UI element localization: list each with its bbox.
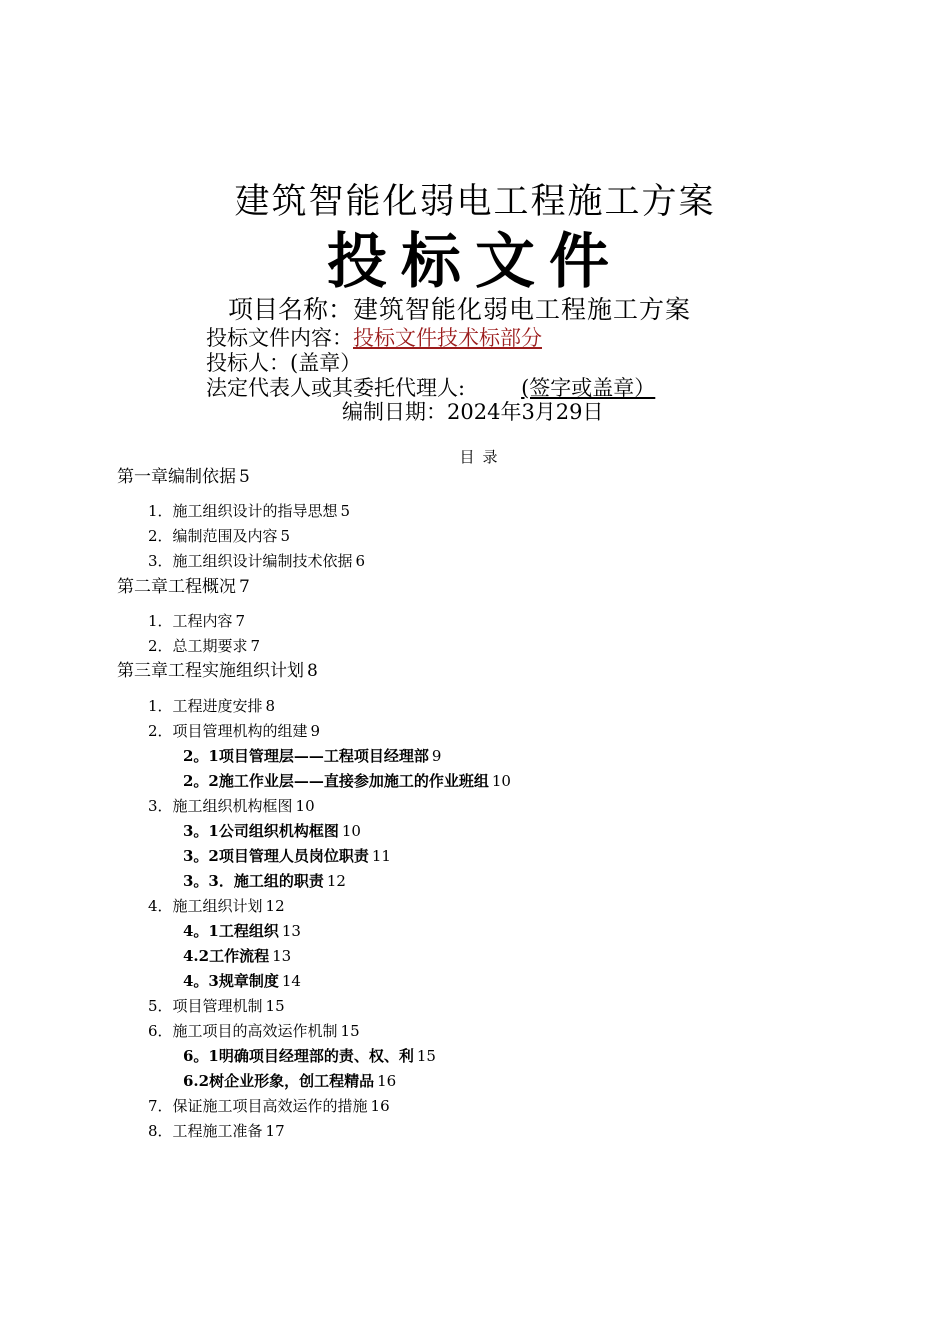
toc-entry-level-3[interactable] (183, 770, 511, 792)
toc-entry-page-number: 11 (371, 847, 391, 865)
toc-entry-level-3[interactable] (183, 845, 391, 867)
toc-entry-page-number: 12 (326, 872, 346, 890)
toc-entry-level-2[interactable] (148, 695, 275, 717)
toc-entry-level-3[interactable] (183, 1070, 396, 1092)
toc-entry-level-2[interactable] (148, 1095, 390, 1117)
toc-entry-text: 4。3规章制度 (183, 972, 279, 990)
toc-entry-page-number: 7 (250, 637, 261, 655)
toc-entry-page-number: 5 (340, 502, 351, 520)
toc-entry-page-number: 13 (272, 947, 292, 965)
toc-entry-level-1[interactable] (117, 660, 318, 682)
toc-entry-level-3[interactable] (183, 970, 301, 992)
toc-entry-page-number: 15 (416, 1047, 436, 1065)
compile-date-line (342, 398, 604, 426)
toc-entry-text: 2。2施工作业层——直接参加施工的作业班组 (183, 772, 489, 790)
toc-entry-level-2[interactable] (148, 995, 285, 1017)
toc-entry-page-number: 14 (281, 972, 301, 990)
document-title: 建筑智能化弱电工程施工方案 (234, 182, 716, 222)
compile-date-value: 2024年3月29日 (447, 400, 604, 424)
toc-entry-text: 6．施工项目的高效运作机制 (148, 1022, 338, 1040)
toc-entry-page-number: 9 (431, 747, 442, 765)
toc-entry-level-2[interactable] (148, 895, 285, 917)
toc-entry-level-3[interactable] (183, 945, 291, 967)
toc-entry-text: 6.2树企业形象，创工程精品 (183, 1072, 375, 1090)
toc-entry-page-number: 16 (377, 1072, 397, 1090)
toc-entry-page-number: 10 (491, 772, 511, 790)
toc-entry-text: 2。1项目管理层——工程项目经理部 (183, 747, 429, 765)
toc-entry-page-number: 16 (370, 1097, 390, 1115)
toc-entry-page-number: 15 (340, 1022, 360, 1040)
bid-content-line (206, 324, 580, 352)
bid-content-link[interactable] (353, 326, 580, 350)
toc-entry-level-3[interactable] (183, 820, 361, 842)
toc-entry-level-2[interactable] (148, 635, 260, 657)
representative-signature-field (465, 376, 669, 400)
toc-entry-text: 第二章工程概况 (117, 577, 236, 597)
toc-entry-text: 1．施工组织设计的指导思想 (148, 502, 338, 520)
toc-entry-text: 3。1公司组织机构框图 (183, 822, 339, 840)
toc-entry-page-number: 13 (281, 922, 301, 940)
toc-entry-level-2[interactable] (148, 795, 315, 817)
toc-entry-text: 1．工程进度安排 (148, 697, 263, 715)
toc-entry-level-3[interactable] (183, 920, 301, 942)
bid-content-label: 投标文件内容： (206, 326, 353, 350)
toc-entry-level-1[interactable] (117, 576, 250, 598)
toc-entry-page-number: 8 (307, 661, 318, 681)
representative-label: 法定代表人或其委托代理人: (206, 376, 466, 400)
compile-date-label: 编制日期： (342, 400, 447, 424)
toc-entry-level-3[interactable] (183, 1045, 436, 1067)
toc-entry-text: 7．保证施工项目高效运作的措施 (148, 1097, 368, 1115)
representative-signature-value: (签字或盖章） (521, 376, 656, 400)
project-name-value: 建筑智能化弱电工程施工方案 (353, 295, 692, 324)
toc-entry-text: 2．总工期要求 (148, 637, 248, 655)
toc-entry-page-number: 10 (295, 797, 315, 815)
toc-entry-text: 3。2项目管理人员岗位职责 (183, 847, 369, 865)
toc-entry-text: 2．编制范围及内容 (148, 527, 278, 545)
toc-entry-text: 4．施工组织计划 (148, 897, 263, 915)
toc-entry-page-number: 5 (239, 467, 250, 487)
bid-content-value: 投标文件技术标部分 (353, 326, 542, 350)
toc-entry-page-number: 8 (265, 697, 276, 715)
project-name-line (228, 296, 691, 324)
toc-entry-page-number: 6 (355, 552, 366, 570)
toc-entry-text: 2．项目管理机构的组建 (148, 722, 308, 740)
toc-entry-level-2[interactable] (148, 525, 290, 547)
toc-entry-text: 第三章工程实施组织计划 (117, 661, 304, 681)
toc-entry-page-number: 17 (265, 1122, 285, 1140)
toc-entry-text: 3．施工组织机构框图 (148, 797, 293, 815)
project-name-label: 项目名称： (228, 295, 354, 324)
toc-entry-text: 3．施工组织设计编制技术依据 (148, 552, 353, 570)
toc-entry-page-number: 7 (239, 577, 250, 597)
toc-entry-level-2[interactable] (148, 1020, 360, 1042)
toc-entry-text: 4。1工程组织 (183, 922, 279, 940)
toc-entry-text: 6。1明确项目经理部的责、权、利 (183, 1047, 414, 1065)
toc-entry-page-number: 9 (310, 722, 321, 740)
toc-entry-page-number: 12 (265, 897, 285, 915)
bidder-line: 投标人：(盖章） (206, 351, 362, 375)
toc-entry-level-2[interactable] (148, 550, 365, 572)
toc-entry-text: 4.2工作流程 (183, 947, 270, 965)
toc-entry-text: 1．工程内容 (148, 612, 233, 630)
toc-entry-level-2[interactable] (148, 720, 320, 742)
toc-entry-page-number: 7 (235, 612, 246, 630)
toc-entry-text: 第一章编制依据 (117, 467, 236, 487)
toc-entry-level-3[interactable] (183, 870, 346, 892)
toc-entry-text: 8．工程施工准备 (148, 1122, 263, 1140)
toc-title: 目录 (459, 448, 506, 466)
toc-entry-level-3[interactable] (183, 745, 441, 767)
toc-entry-page-number: 5 (280, 527, 291, 545)
toc-entry-level-1[interactable] (117, 466, 250, 488)
toc-entry-text: 3。3．施工组的职责 (183, 872, 324, 890)
toc-entry-page-number: 10 (341, 822, 361, 840)
toc-entry-level-2[interactable] (148, 610, 245, 632)
toc-entry-level-2[interactable] (148, 1120, 285, 1142)
toc-entry-level-2[interactable] (148, 500, 350, 522)
toc-entry-text: 5．项目管理机制 (148, 997, 263, 1015)
toc-entry-page-number: 15 (265, 997, 285, 1015)
document-subtitle: 投标文件 (327, 227, 623, 297)
